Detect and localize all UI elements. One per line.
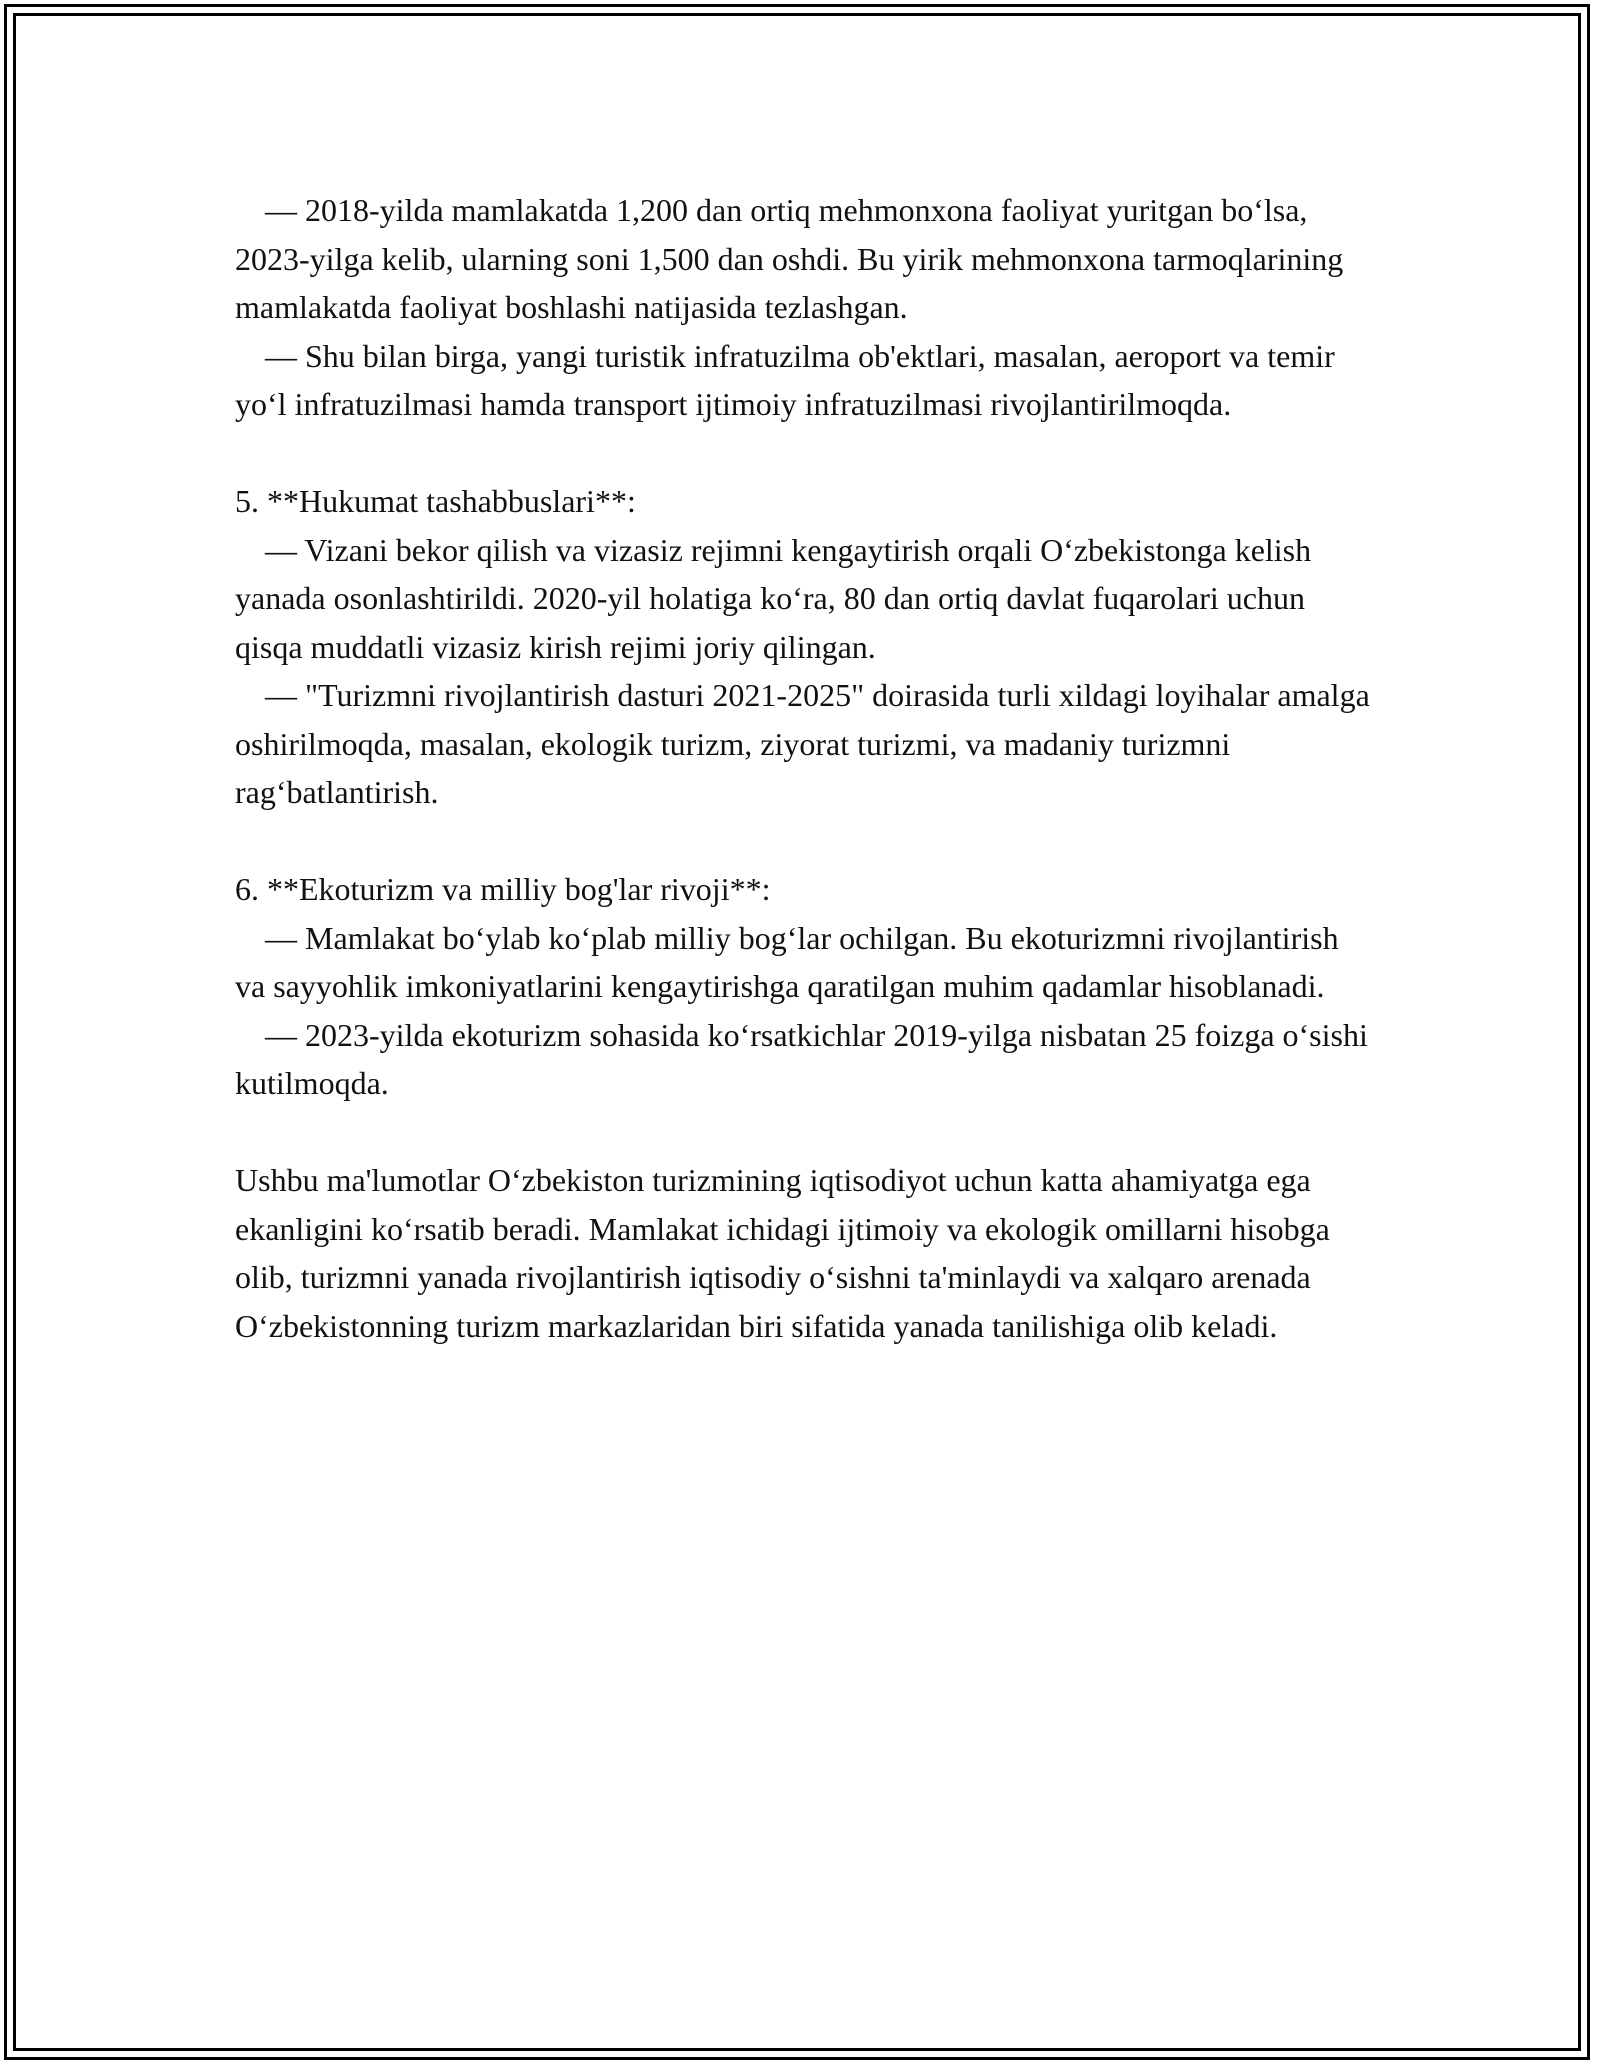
paragraph-spacer <box>235 817 1375 866</box>
hotel-growth-bullet: — 2018-yilda mamlakatda 1,200 dan ortiq mehmonxona faoliyat yuritgan bo‘lsa, 2023-yilga kelib, ularning soni 1,500 dan oshdi. Bu yirik mehmonxona tarmoqlarining mamlakatda faoliyat boshlashi natijasida tezlashgan. <box>235 192 1352 325</box>
section-6-heading: 6. **Ekoturizm va milliy bog'lar rivoji**: <box>235 871 771 907</box>
national-parks-bullet: — Mamlakat bo‘ylab ko‘plab milliy bog‘lar ochilgan. Bu ekoturizmni rivojlantirish va sayyohlik imkoniyatlarini kengaytirishga qaratilgan muhim qadamlar hisoblanadi. <box>235 919 1347 1004</box>
ecotourism-growth-bullet: — 2023-yilda ekoturizm sohasida ko‘rsatkichlar 2019-yilga nisbatan 25 foizga o‘sishi kutilmoqda. <box>235 1016 1376 1101</box>
visa-policy-bullet: — Vizani bekor qilish va vizasiz rejimni kengaytirish orqali O‘zbekistonga kelish yanada osonlashtirildi. 2020-yil holatiga ko‘ra, 80 dan ortiq davlat fuqarolari uchun qisqa muddatli vizasiz kirish rejimi joriy qilingan. <box>235 531 1320 665</box>
infrastructure-bullet: — Shu bilan birga, yangi turistik infratuzilma ob'ektlari, masalan, aeroport va temir yo‘l infratuzilmasi hamda transport ijtimoiy infratuzilmasi rivojlantirilmoqda. <box>235 337 1343 422</box>
paragraph-spacer <box>235 1108 1375 1157</box>
paragraph-spacer <box>235 429 1375 478</box>
section-5-heading: 5. **Hukumat tashabbuslari**: <box>235 483 636 519</box>
conclusion-paragraph: Ushbu ma'lumotlar O‘zbekiston turizmining iqtisodiyot uchun katta ahamiyatga ega ekanligini ko‘rsatib beradi. Mamlakat ichidagi ijtimoiy va ekologik omillarni hisobga olib, turizmni yanada rivojlantirish iqtisodiy o‘sishni ta'minlaydi va xalqaro arenada O‘zbekistonning turizm markazlaridan biri sifatida yanada tanilishiga olib keladi. <box>235 1162 1338 1344</box>
tourism-program-bullet: — "Turizmni rivojlantirish dasturi 2021-2025" doirasida turli xildagi loyihalar amalga oshirilmoqda, masalan, ekologik turizm, ziyorat turizmi, va madaniy turizmni rag‘batlantirish. <box>235 677 1378 810</box>
document-body <box>235 186 1378 1350</box>
